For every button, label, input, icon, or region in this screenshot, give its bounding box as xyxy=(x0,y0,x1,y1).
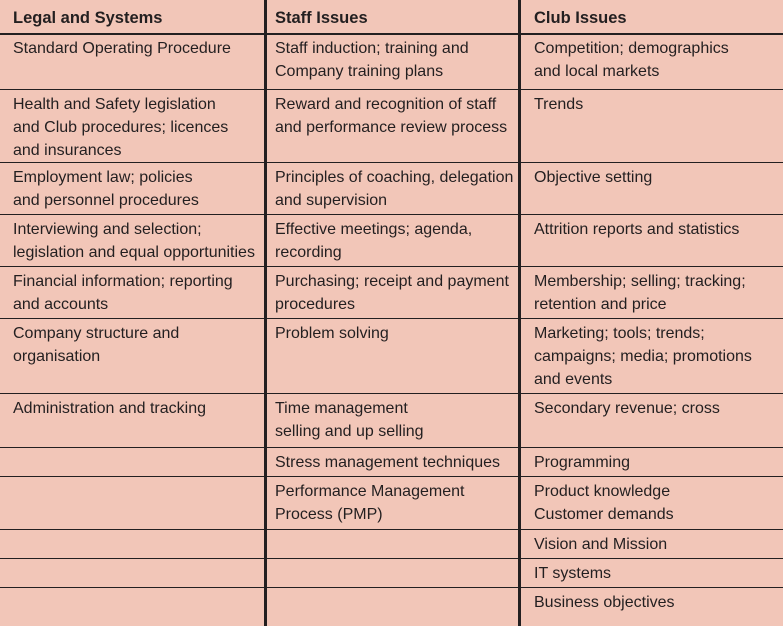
column-divider xyxy=(264,0,267,626)
table-cell-club-issues: Product knowledge Customer demands xyxy=(534,483,674,523)
table-cell-staff-issues: Time management selling and up selling xyxy=(275,400,424,440)
table-cell-legal-systems: Standard Operating Procedure xyxy=(13,40,231,57)
table-cell-club-issues: Secondary revenue; cross xyxy=(534,400,720,417)
table-cell-club-issues: IT systems xyxy=(534,565,612,582)
table-cell-staff-issues: Purchasing; receipt and payment procedures xyxy=(275,273,509,313)
table-cell-club-issues: Attrition reports and statistics xyxy=(534,221,740,238)
table-cell-legal-systems: Health and Safety legislation and Club procedures; licences and insurances xyxy=(13,96,229,159)
table-cell-club-issues: Business objectives xyxy=(534,594,675,611)
table-cell-legal-systems: Interviewing and selection; legislation and equal opportunities xyxy=(13,221,255,261)
column-header-club-issues: Club Issues xyxy=(534,9,627,27)
table-cell-staff-issues: Principles of coaching, delegation and supervision xyxy=(275,169,514,209)
table-cell-staff-issues: Stress management techniques xyxy=(275,454,501,471)
table-cell-staff-issues: Effective meetings; agenda, recording xyxy=(275,221,473,261)
table-cell-staff-issues: Reward and recognition of staff and performance review process xyxy=(275,96,508,136)
table-cell-legal-systems: Employment law; policies and personnel procedures xyxy=(13,169,199,209)
column-header-legal-systems: Legal and Systems xyxy=(13,9,163,27)
table-cell-legal-systems: Company structure and organisation xyxy=(13,325,180,365)
table-cell-staff-issues: Staff induction; training and Company training plans xyxy=(275,40,469,80)
table-cell-club-issues: Programming xyxy=(534,454,631,471)
table-cell-staff-issues: Performance Management Process (PMP) xyxy=(275,483,465,523)
table-cell-staff-issues: Problem solving xyxy=(275,325,389,342)
row-divider xyxy=(0,558,264,559)
column-divider xyxy=(518,0,521,626)
row-divider xyxy=(0,529,264,530)
table-cell-club-issues: Vision and Mission xyxy=(534,536,668,553)
row-divider xyxy=(267,587,518,588)
table-cell-club-issues: Trends xyxy=(534,96,584,113)
table-cell-club-issues: Objective setting xyxy=(534,169,653,186)
table-cell-club-issues: Marketing; tools; trends; campaigns; media; promotions and events xyxy=(534,325,752,388)
table-cell-legal-systems: Financial information; reporting and accounts xyxy=(13,273,233,313)
table-cell-legal-systems: Administration and tracking xyxy=(13,400,206,417)
row-divider xyxy=(0,587,264,588)
row-divider xyxy=(267,558,518,559)
table-cell-club-issues: Competition; demographics and local markets xyxy=(534,40,729,80)
table-cell-club-issues: Membership; selling; tracking; retention and price xyxy=(534,273,746,313)
row-divider xyxy=(0,476,264,477)
column-header-staff-issues: Staff Issues xyxy=(275,9,368,27)
